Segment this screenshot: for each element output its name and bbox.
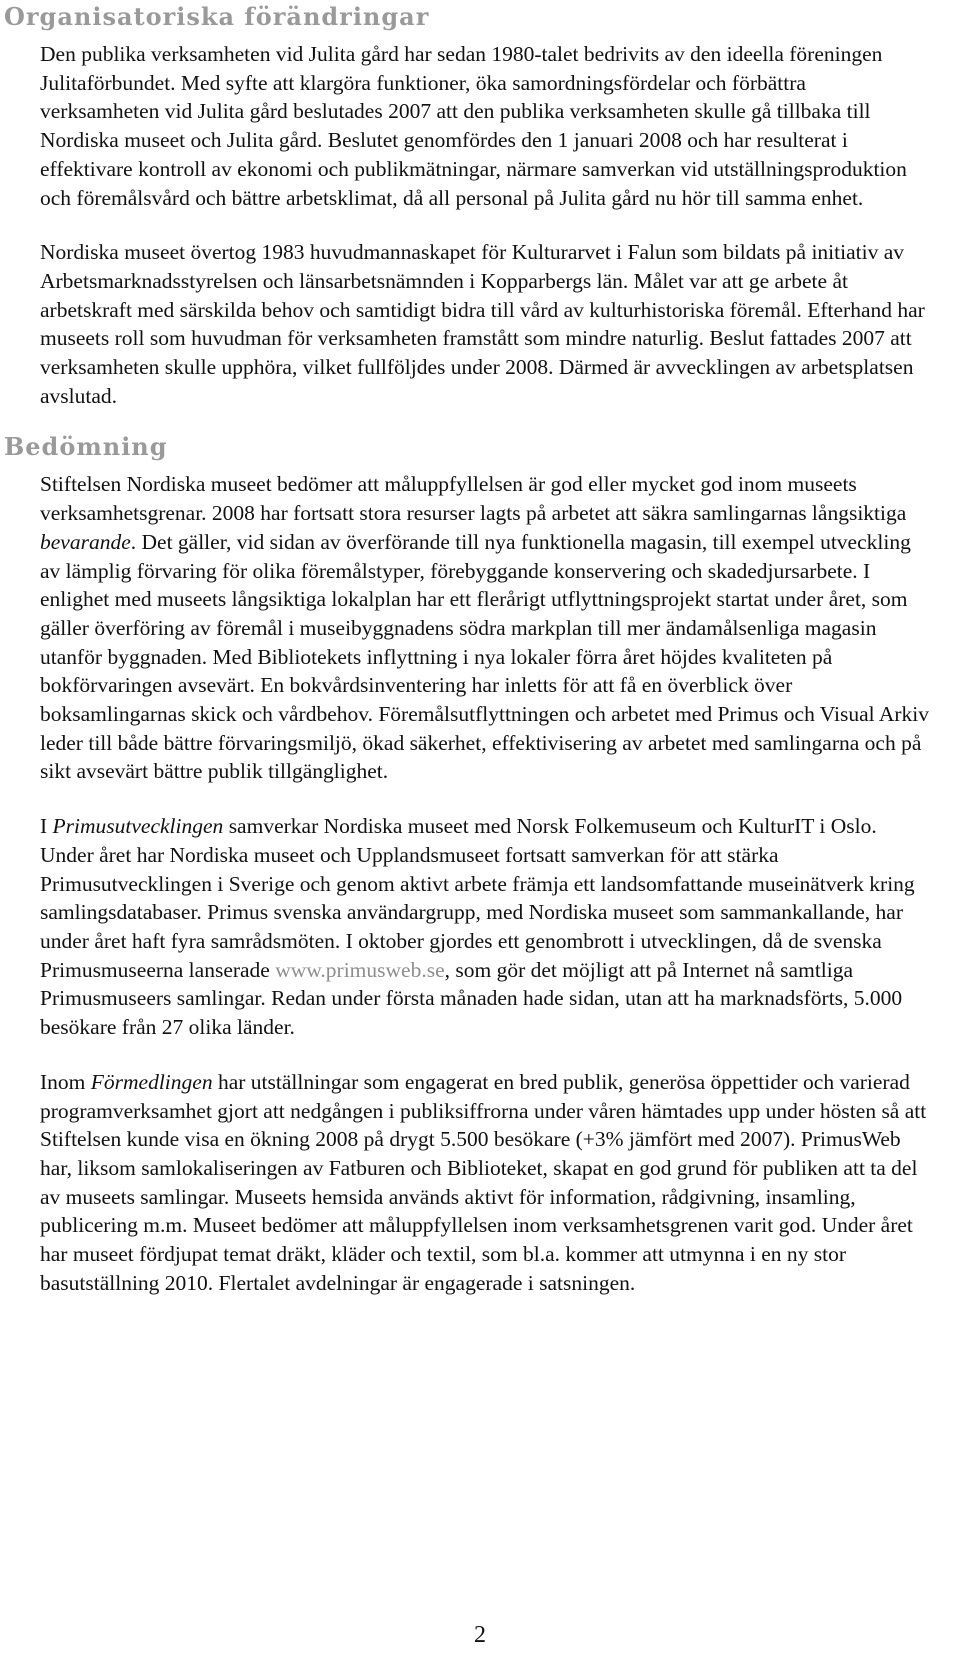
paragraph-kulturarvet-falun: Nordiska museet övertog 1983 huvudmannaskapet för Kulturarvet i Falun som bildats på initiativ av Arbetsmarknadsstyrelsen och länsarbetsnämnden i Kopparbergs län. Målet var att ge arbete åt arbetskraft med särskilda behov och samtidigt bidra till vård av kulturhistoriska föremål. Efterhand har museets roll som huvudman för verksamheten framstått som mindre naturlig. Beslut fattades 2007 att verksamheten skulle upphöra, vilket fullföljdes under 2008. Därmed är avvecklingen av arbetsplatsen avslutad. (40, 240, 925, 408)
page-number: 2 (474, 1622, 486, 1648)
text-run: samverkar Nordiska museet med Norsk Folkemuseum och KulturIT i Oslo. Under året har Nordiska museet och Upplandsmuseet fortsatt samverkan för att stärka Primusutvecklingen i Sverige och genom aktivt arbete främja ett landsomfattande museinätverk kring samlingsdatabaser. Primus svenska användargrupp, med Nordiska museet som sammankallande, har under året haft fyra samrådsmöten. I oktober gjordes ett genombrott i utvecklingen, då de svenska Primusmuseerna lanserade (40, 814, 915, 982)
section-heading-assessment: Bedömning (4, 432, 168, 462)
emphasis-bevarande: bevarande (40, 529, 131, 554)
primusweb-link[interactable]: www.primusweb.se (275, 957, 445, 982)
text-run: I (40, 814, 53, 839)
text-run: Stiftelsen Nordiska museet bedömer att måluppfyllelsen är god eller mycket god inom museets verksamhetsgrenar. 2008 har fortsatt stora resurser lagts på arbetet att säkra samlingarnas långsiktiga (40, 472, 907, 526)
emphasis-primusutvecklingen: Primusutvecklingen (52, 814, 224, 839)
paragraph-assessment-collections (40, 470, 930, 786)
text-run: , som gör det möjligt att på Internet nå samtliga Primusmuseers samlingar. Redan under första månaden hade sidan, utan att ha marknadsförts, 5.000 besökare från 27 olika länder. (40, 957, 903, 1040)
section-heading-organisational-changes: Organisatoriska förändringar (4, 2, 430, 31)
emphasis-formedlingen: Förmedlingen (90, 1069, 213, 1094)
paragraph-formedlingen (40, 1068, 930, 1298)
paragraph-primus (40, 812, 930, 1042)
paragraph-julita: Den publika verksamheten vid Julita gård har sedan 1980-talet bedrivits av den ideella föreningen Julitaförbundet. Med syfte att klargöra funktioner, öka samordningsfördelar och förbättra verksamheten vid Julita gård beslutades 2007 att den publika verksamheten skulle gå tillbaka till Nordiska museet och Julita gård. Beslutet genomfördes den 1 januari 2008 och har resulterat i effektivare kontroll av ekonomi och publikmätningar, närmare samverkan vid utställningsproduktion och föremålsvård och bättre arbetsklimat, då all personal på Julita gård nu hör till samma enhet. (40, 42, 907, 210)
text-run: har utställningar som engagerat en bred publik, generösa öppettider och varierad programverksamhet gjort att nedgången i publiksiffrorna under våren hämtades upp under hösten så att Stiftelsen kunde visa en ökning 2008 på drygt 5.500 besökare (+3% jämfört med 2007). PrimusWeb har, liksom samlokaliseringen av Fatburen och Biblioteket, skapat en god grund för publiken att ta del av museets samlingar. Museets hemsida används aktivt för information, rådgivning, insamling, publicering m.m. Museet bedömer att måluppfyllelsen inom verksamhetsgrenen varit god. Under året har museet fördjupat temat dräkt, kläder och textil, som bl.a. kommer att utmynna i en ny stor basutställning 2010. Flertalet avdelningar är engagerade i satsningen. (40, 1069, 927, 1295)
text-run: . Det gäller, vid sidan av överförande till nya funktionella magasin, till exempel utveckling av lämplig förvaring för olika föremålstyper, förebyggande konservering och skadedjursarbete. I enlighet med museets långsiktiga lokalplan har ett flerårigt utflyttningsprojekt startat under året, som gäller överföring av föremål i museibyggnadens södra markplan till mer ändamålsenliga magasin utanför byggnaden. Med Bibliotekets inflyttning i nya lokaler förra året höjdes kvaliteten på bokförvaringen avsevärt. En bokvårdsinventering har inletts för att få en överblick över boksamlingarnas skick och vårdbehov. Föremålsutflyttningen och arbetet med Primus och Visual Arkiv leder till både bättre förvaringsmiljö, ökad säkerhet, effektivisering av arbetet med samlingarna och på sikt avsevärt bättre publik tillgänglighet. (40, 529, 929, 784)
text-run: Inom (40, 1069, 91, 1094)
